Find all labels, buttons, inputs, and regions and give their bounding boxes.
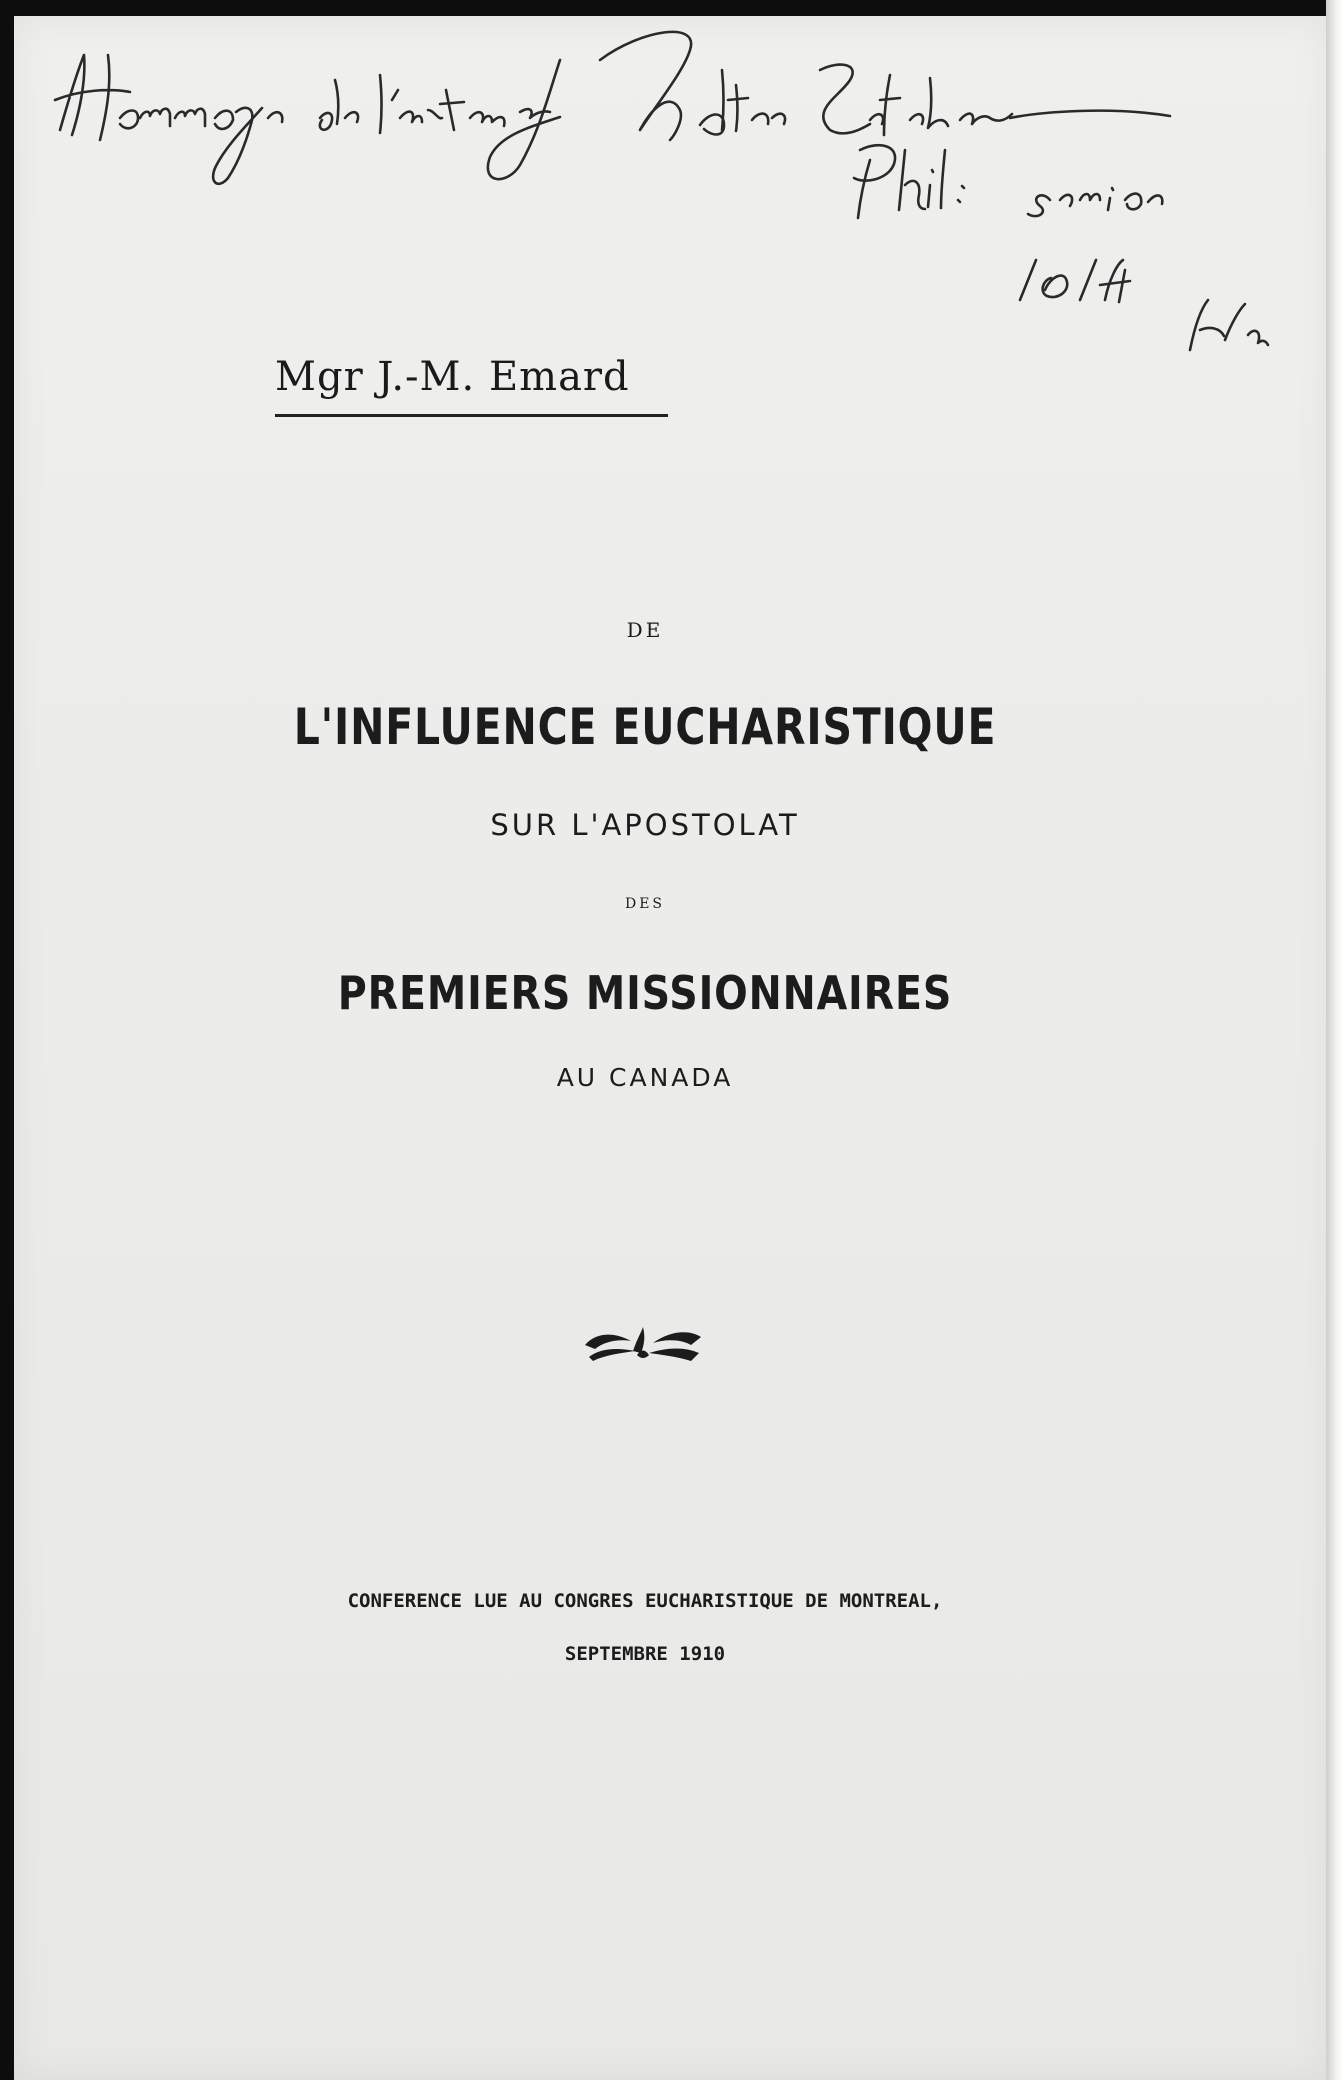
title-connector: DES [624, 896, 666, 912]
title-main: L'INFLUENCE EUCHARISTIQUE [293, 698, 997, 756]
title-sub1: SUR L'APOSTOLAT [490, 808, 800, 842]
leaf-ornament [583, 1323, 703, 1363]
paper-sheet [14, 16, 1330, 2080]
paper-edge [1326, 0, 1344, 2080]
author-name: Mgr J.-M. Emard [275, 354, 630, 400]
title-main2: PREMIERS MISSIONNAIRES [337, 966, 953, 1020]
author-underline [275, 414, 668, 417]
title-sub2: AU CANADA [556, 1063, 734, 1092]
conference-note-line2: SEPTEMBRE 1910 [564, 1643, 726, 1665]
conference-note-line1: CONFERENCE LUE AU CONGRES EUCHARISTIQUE DE MONTREAL, [347, 1590, 943, 1612]
author-block [275, 354, 670, 424]
title-prefix: DE [626, 618, 664, 642]
